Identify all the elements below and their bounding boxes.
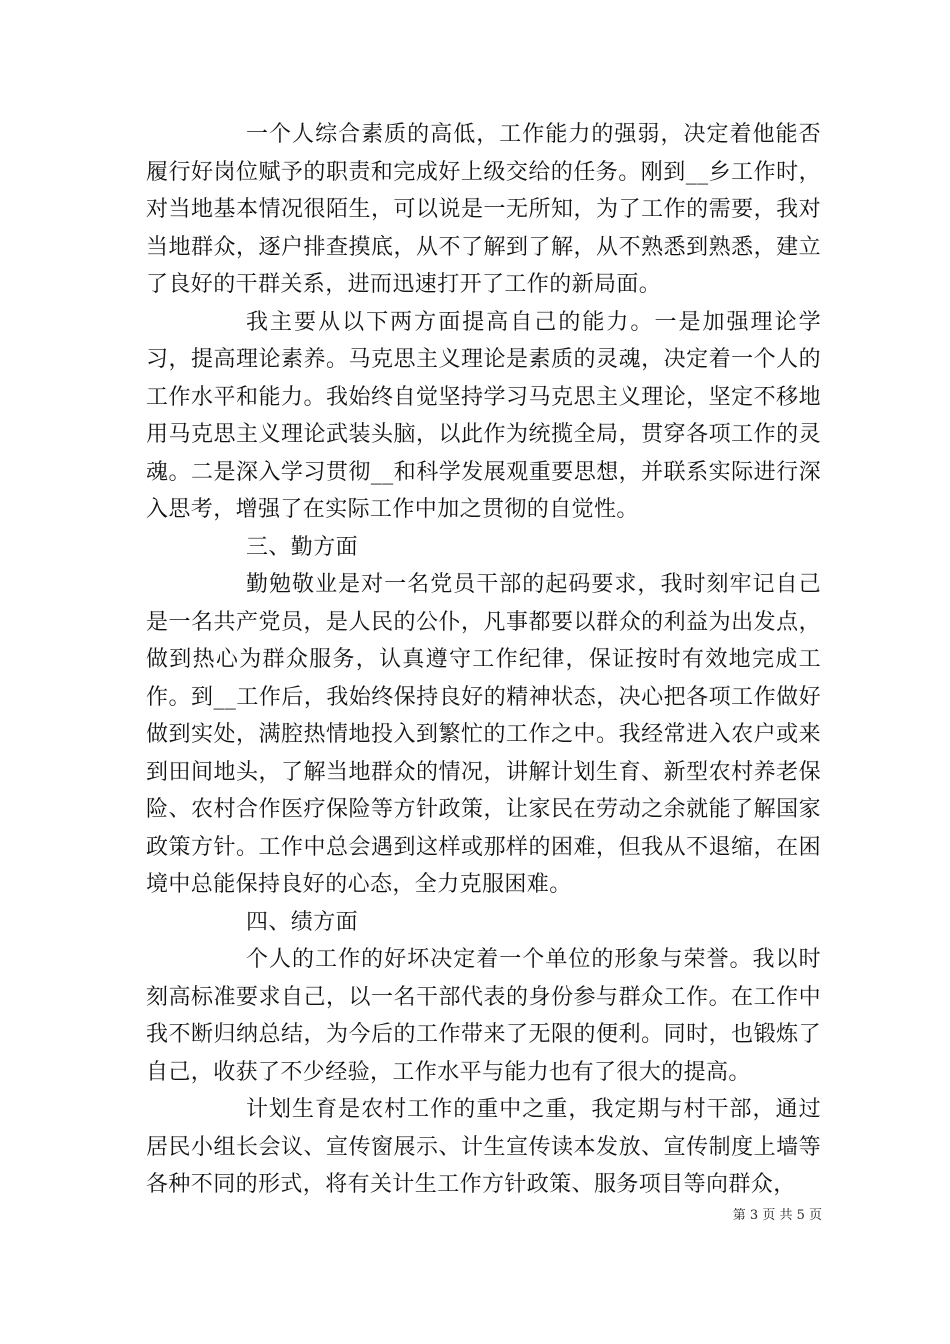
paragraph-ability-intro: 一个人综合素质的高低，工作能力的强弱，决定着他能否履行好岗位赋予的职责和完成好上级交给的任务。刚到__乡工作时，对当地基本情况很陌生，可以说是一无所知，为了工作的需要，我对当地群众，逐户排查摸底，从不了解到了解，从不熟悉到熟悉，建立了良好的干群关系，进而迅速打开了工作的新局面。 [146,122,821,297]
document-body [146,116,821,1204]
section-heading-achievement: 四、绩方面 [246,909,359,935]
paragraph-family-planning: 计划生育是农村工作的重中之重，我定期与村干部，通过居民小组长会议、宣传窗展示、计生宣传读本发放、宣传制度上墙等各种不同的形式，将有关计生工作方针政策、服务项目等向群众， [146,1097,821,1197]
paragraph-achievement: 个人的工作的好坏决定着一个单位的形象与荣誉。我以时刻高标准要求自己，以一名干部代表的身份参与群众工作。在工作中我不断归纳总结，为今后的工作带来了无限的便利。同时，也锻炼了自己，收获了不少经验，工作水平与能力也有了很大的提高。 [146,947,821,1085]
section-heading-diligence: 三、勤方面 [246,534,359,560]
page-number-footer: 第 3 页 共 5 页 [732,1208,822,1223]
paragraph-diligence: 勤勉敬业是对一名党员干部的起码要求，我时刻牢记自己是一名共产党员，是人民的公仆，凡事都要以群众的利益为出发点，做到热心为群众服务，认真遵守工作纪律，保证按时有效地完成工作。到__工作后，我始终保持良好的精神状态，决心把各项工作做好做到实处，满腔热情地投入到繁忙的工作之中。我经常进入农户或来到田间地头，了解当地群众的情况，讲解计划生育、新型农村养老保险、农村合作医疗保险等方针政策，让家民在劳动之余就能了解国家政策方针。工作中总会遇到这样或那样的困难，但我从不退缩，在困境中总能保持良好的心态，全力克服困难。 [146,572,821,897]
paragraph-ability-methods: 我主要从以下两方面提高自己的能力。一是加强理论学习，提高理论素养。马克思主义理论是素质的灵魂，决定着一个人的工作水平和能力。我始终自觉坚持学习马克思主义理论，坚定不移地用马克思主义理论武装头脑，以此作为统揽全局，贯穿各项工作的灵魂。二是深入学习贯彻__和科学发展观重要思想，并联系实际进行深入思考，增强了在实际工作中加之贯彻的自觉性。 [146,309,821,522]
